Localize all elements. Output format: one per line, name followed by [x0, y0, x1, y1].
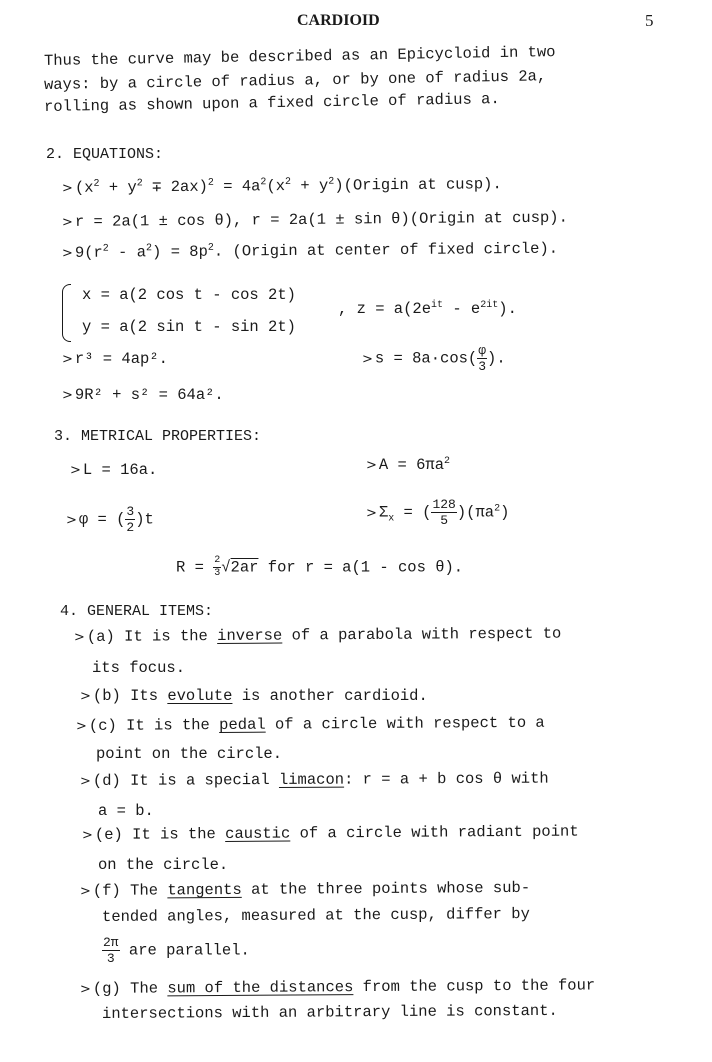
intro-line-1: Thus the curve may be described as an Epicycloid in two: [43, 43, 556, 70]
page-number: 5: [645, 11, 654, 30]
intro-line-3: rolling as shown upon a fixed circle of radius a.: [43, 90, 500, 116]
equation-intrinsic: > 9R² + s² = 64a².: [62, 386, 224, 404]
intro-line-2: ways: by a circle of radius a, or by one of radius 2a,: [43, 67, 547, 94]
section-heading-general: 4. GENERAL ITEMS:: [60, 603, 214, 620]
margin-check-icon: >: [75, 718, 87, 734]
item-g-cont: intersections with an arbitrary line is constant.: [101, 1001, 558, 1023]
metric-area: > $A = 6\pi a^2$: [366, 456, 451, 474]
metric-surface: > $\Sigma_x$ = ( $\frac{128}{5}$ )$(\pi a^2)$: [366, 497, 510, 528]
section-heading-equations: 2. EQUATIONS:: [46, 146, 164, 163]
item-a-cont: its focus.: [92, 659, 186, 677]
item-c-cont: point on the circle.: [96, 745, 283, 763]
page-title: CARDIOID: [297, 12, 380, 29]
equation-polar: > r = 2a(1 ± cos θ), r = 2a(1 ± sin θ)(Origin at cusp).: [61, 208, 568, 231]
metric-angle: > φ = ( $\frac{3}{2}$ )t: [66, 504, 154, 535]
item-c: > (c) It is the pedal of a circle with respect to a: [75, 713, 545, 735]
equation-complex: , $z = a(2e^{it} - e^{2it})$.: [338, 300, 517, 318]
equation-cartesian: > $(x^2 + y^2 \mp 2ax)^2 = 4a^2(x^2$ + $y^2)(Origin$ at cusp).: [61, 175, 502, 197]
equation-arc-length: > s = 8a·cos( $\frac{\varphi}{3}$ ).: [362, 343, 506, 374]
equation-param-x: x = a(2 cos t - cos 2t): [82, 286, 296, 304]
margin-check-icon: >: [80, 689, 91, 704]
item-f-cont2: $\frac{2\pi}{3}$ are parallel.: [103, 935, 250, 966]
item-b: > (b) Its evolute is another cardioid.: [80, 687, 428, 705]
equation-r-cubed: > r³ = 4ap².: [62, 350, 168, 368]
equation-center-origin: > $9(r^2 - a^2) = 8p^2$. (Origin at center of fixed circle).: [61, 239, 559, 262]
item-d: > (d) It is a special limacon: r = a + b cos θ with: [79, 769, 549, 790]
item-e: > (e) It is the caustic of a circle with radiant point: [81, 822, 579, 844]
margin-check-icon: >: [62, 352, 73, 367]
margin-check-icon: >: [62, 388, 73, 403]
margin-check-icon: >: [362, 351, 373, 367]
margin-check-icon: >: [366, 505, 377, 521]
equation-param-y: y = a(2 sin t - sin 2t): [82, 318, 296, 336]
margin-check-icon: >: [66, 512, 77, 528]
margin-check-icon: >: [73, 629, 85, 645]
margin-check-icon: >: [79, 773, 91, 789]
margin-check-icon: >: [79, 981, 91, 997]
parametric-brace: [62, 284, 71, 342]
metric-length: > L = 16a.: [70, 461, 158, 479]
section-heading-metrical: 3. METRICAL PROPERTIES:: [54, 428, 262, 445]
margin-check-icon: >: [61, 214, 73, 230]
margin-check-icon: >: [81, 827, 93, 843]
margin-check-icon: >: [61, 180, 73, 196]
item-a: > (a) It is the inverse of a parabola with respect to: [73, 624, 562, 646]
margin-check-icon: >: [79, 883, 91, 899]
item-g: > (g) The sum of the distances from the cusp to the four: [79, 976, 596, 998]
margin-check-icon: >: [70, 463, 81, 478]
item-f-cont: tended angles, measured at the cusp, differ by: [101, 905, 530, 926]
metric-radius-curvature: R = $\frac{2}{3}$ √2ar for r = a(1 - cos θ).: [176, 555, 464, 579]
item-d-cont: a = b.: [98, 802, 154, 820]
item-f: > (f) The tangents at the three points whose sub-: [79, 878, 531, 900]
margin-check-icon: >: [61, 245, 73, 261]
item-e-cont: on the circle.: [98, 856, 229, 874]
margin-check-icon: >: [366, 458, 377, 473]
